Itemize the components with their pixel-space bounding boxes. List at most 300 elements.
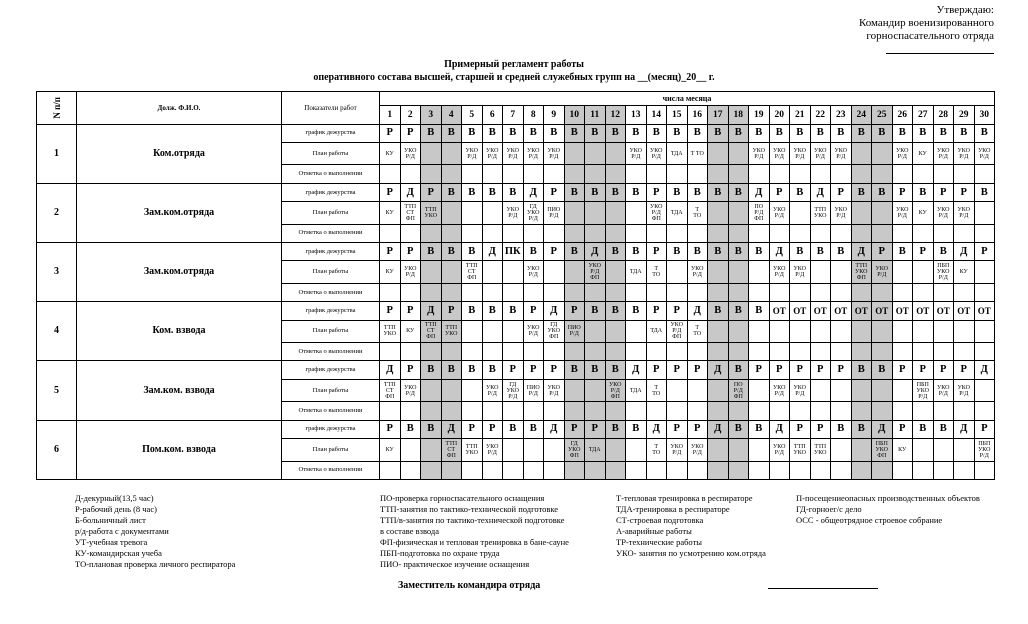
done-cell <box>380 461 401 480</box>
duty-cell: Р <box>810 420 831 438</box>
plan-cell: УКО Р/Д <box>790 261 811 283</box>
approval-line-2: Командир военизированного <box>858 17 994 29</box>
duty-cell: Р <box>687 420 708 438</box>
plan-cell: УКО Р/Д <box>687 439 708 461</box>
plan-cell: УКО Р/Д <box>503 143 524 165</box>
schedule-row-6-duty <box>37 420 995 438</box>
plan-cell: УКО Р/Д ФП <box>646 202 667 224</box>
legend-item: Б-больничный лист <box>75 515 146 525</box>
duty-cell: В <box>749 302 770 320</box>
plan-cell <box>933 320 954 342</box>
plan-cell <box>872 379 893 401</box>
duty-cell: Д <box>954 243 975 261</box>
duty-cell: Р <box>667 302 688 320</box>
done-cell <box>810 402 831 420</box>
done-cell <box>749 461 770 480</box>
duty-cell: В <box>749 243 770 261</box>
day-number: 18 <box>728 106 749 124</box>
duty-cell: Р <box>749 361 770 379</box>
done-cell <box>769 461 790 480</box>
plan-cell <box>421 379 442 401</box>
row-label-duty: график дежурства <box>282 124 380 142</box>
done-cell <box>892 343 913 361</box>
done-cell <box>810 461 831 480</box>
done-cell <box>687 165 708 183</box>
plan-cell <box>462 379 483 401</box>
duty-cell: В <box>626 243 647 261</box>
plan-cell <box>708 143 729 165</box>
duty-cell: В <box>421 420 442 438</box>
row-label-duty: график дежурства <box>282 361 380 379</box>
plan-cell <box>728 439 749 461</box>
done-cell <box>749 283 770 301</box>
done-cell <box>687 224 708 242</box>
duty-cell: Р <box>667 361 688 379</box>
row-position: Зам.ком.отряда <box>77 183 282 242</box>
done-cell <box>687 343 708 361</box>
plan-cell <box>749 320 770 342</box>
plan-cell <box>872 320 893 342</box>
plan-cell <box>974 202 995 224</box>
duty-cell: Д <box>851 243 872 261</box>
duty-cell: Д <box>872 420 893 438</box>
legend-item: ПО-проверка горноспасательного оснащения <box>380 493 545 503</box>
duty-cell: Р <box>933 183 954 201</box>
duty-cell: Р <box>954 361 975 379</box>
duty-cell: В <box>441 243 462 261</box>
plan-cell: ПО Р/Д ФП <box>749 202 770 224</box>
plan-cell <box>462 202 483 224</box>
done-cell <box>831 283 852 301</box>
done-cell <box>749 343 770 361</box>
legend-column-4 <box>796 493 980 526</box>
plan-cell: Т ТО <box>687 202 708 224</box>
duty-cell: Р <box>913 361 934 379</box>
day-number: 19 <box>749 106 770 124</box>
legend-item: ПИО- практическое изучение оснащения <box>380 559 530 569</box>
duty-cell: В <box>585 361 606 379</box>
done-cell <box>728 461 749 480</box>
row-label-duty: график дежурства <box>282 183 380 201</box>
legend-item: ПБП-подготовка по охране труда <box>380 548 500 558</box>
done-cell <box>872 402 893 420</box>
done-cell <box>380 165 401 183</box>
duty-cell: Д <box>954 420 975 438</box>
duty-cell: Р <box>482 420 503 438</box>
duty-cell: В <box>810 124 831 142</box>
duty-cell: В <box>605 183 626 201</box>
done-cell <box>851 165 872 183</box>
duty-cell: В <box>667 243 688 261</box>
duty-cell: Р <box>954 183 975 201</box>
plan-cell <box>400 439 421 461</box>
done-cell <box>503 224 524 242</box>
duty-cell: В <box>708 302 729 320</box>
duty-cell: В <box>441 361 462 379</box>
plan-cell <box>687 379 708 401</box>
duty-cell: В <box>810 243 831 261</box>
schedule-row-4-duty <box>37 302 995 320</box>
legend-item: р/д-работа с документами <box>75 526 169 536</box>
duty-cell: Д <box>810 183 831 201</box>
plan-cell: УКО Р/Д <box>974 143 995 165</box>
done-cell <box>954 461 975 480</box>
done-cell <box>441 283 462 301</box>
plan-cell <box>564 261 585 283</box>
plan-cell: Т ТО <box>646 439 667 461</box>
schedule-row-2-duty <box>37 183 995 201</box>
done-cell <box>974 402 995 420</box>
approval-line-3: горноспасательного отряда <box>866 30 994 42</box>
done-cell <box>585 283 606 301</box>
done-cell <box>974 461 995 480</box>
plan-cell <box>605 143 626 165</box>
plan-cell: УКО Р/Д <box>646 143 667 165</box>
done-cell <box>790 224 811 242</box>
approval-signature-line <box>886 53 994 54</box>
day-number: 30 <box>974 106 995 124</box>
plan-cell: УКО Р/Д <box>954 143 975 165</box>
day-number: 20 <box>769 106 790 124</box>
plan-cell: УКО Р/Д <box>687 261 708 283</box>
plan-cell: УКО Р/Д <box>523 143 544 165</box>
row-label-done: Отметка о выполнении <box>282 165 380 183</box>
plan-cell: УКО Р/Д <box>831 143 852 165</box>
duty-cell: В <box>462 243 483 261</box>
done-cell <box>913 343 934 361</box>
done-cell <box>605 343 626 361</box>
done-cell <box>872 461 893 480</box>
done-cell <box>913 224 934 242</box>
duty-cell: В <box>503 302 524 320</box>
legend-item: в составе взвода <box>380 526 440 536</box>
done-cell <box>667 283 688 301</box>
done-cell <box>769 283 790 301</box>
plan-cell: УКО Р/Д <box>523 320 544 342</box>
plan-cell <box>728 320 749 342</box>
duty-cell: В <box>503 420 524 438</box>
plan-cell: КУ <box>380 202 401 224</box>
plan-cell: ТДА <box>626 379 647 401</box>
plan-cell <box>523 439 544 461</box>
row-label-plan: План работы <box>282 320 380 342</box>
plan-cell <box>851 439 872 461</box>
duty-cell: ОТ <box>913 302 934 320</box>
plan-cell: ГД УКО Р/Д <box>503 379 524 401</box>
plan-cell: ТТП УКО <box>441 320 462 342</box>
duty-cell: Р <box>769 183 790 201</box>
duty-cell: В <box>687 243 708 261</box>
duty-cell: Р <box>646 302 667 320</box>
done-cell <box>851 283 872 301</box>
plan-cell <box>851 143 872 165</box>
done-cell <box>728 402 749 420</box>
plan-cell <box>790 320 811 342</box>
duty-cell: ОТ <box>790 302 811 320</box>
title-line-2: оперативного состава высшей, старшей и средней служебных групп на __(месяц)_20__ г. <box>313 72 715 83</box>
done-cell <box>851 224 872 242</box>
duty-cell: В <box>667 124 688 142</box>
duty-cell: Р <box>585 420 606 438</box>
duty-cell: Р <box>400 243 421 261</box>
plan-cell: УКО Р/Д <box>769 261 790 283</box>
day-number: 11 <box>585 106 606 124</box>
day-number: 13 <box>626 106 647 124</box>
day-number: 22 <box>810 106 831 124</box>
done-cell <box>667 402 688 420</box>
plan-cell <box>708 261 729 283</box>
plan-cell: УКО Р/Д <box>892 143 913 165</box>
plan-cell: ПИО Р/Д <box>544 202 565 224</box>
done-cell <box>482 343 503 361</box>
done-cell <box>482 165 503 183</box>
plan-cell <box>810 320 831 342</box>
plan-cell: УКО Р/Д <box>872 261 893 283</box>
plan-cell: Т ТО <box>687 320 708 342</box>
schedule-row-1-duty <box>37 124 995 142</box>
deputy-signature-line <box>768 588 878 589</box>
done-cell <box>585 402 606 420</box>
row-position: Зам.ком.отряда <box>77 243 282 302</box>
plan-cell <box>708 202 729 224</box>
done-cell <box>544 165 565 183</box>
duty-cell: В <box>872 124 893 142</box>
plan-cell: УКО Р/Д <box>482 143 503 165</box>
done-cell <box>974 165 995 183</box>
plan-cell: ТТП СТ ФП <box>421 320 442 342</box>
done-cell <box>790 283 811 301</box>
done-cell <box>728 343 749 361</box>
done-cell <box>441 402 462 420</box>
done-cell <box>831 461 852 480</box>
plan-cell: КУ <box>380 439 401 461</box>
duty-cell: Д <box>646 420 667 438</box>
done-cell <box>605 224 626 242</box>
plan-cell: УКО Р/Д <box>769 202 790 224</box>
duty-cell: В <box>441 124 462 142</box>
plan-cell <box>913 261 934 283</box>
plan-cell <box>892 261 913 283</box>
duty-cell: Д <box>441 420 462 438</box>
done-cell <box>933 224 954 242</box>
plan-cell: УКО Р/Д <box>523 261 544 283</box>
day-number: 9 <box>544 106 565 124</box>
duty-cell: В <box>626 302 647 320</box>
row-label-duty: график дежурства <box>282 302 380 320</box>
duty-cell: В <box>728 361 749 379</box>
duty-cell: Р <box>544 243 565 261</box>
duty-cell: Д <box>482 243 503 261</box>
done-cell <box>503 402 524 420</box>
day-number: 4 <box>441 106 462 124</box>
done-cell <box>913 165 934 183</box>
plan-cell <box>441 143 462 165</box>
duty-cell: В <box>564 243 585 261</box>
duty-cell: В <box>462 124 483 142</box>
done-cell <box>441 461 462 480</box>
done-cell <box>728 165 749 183</box>
done-cell <box>400 283 421 301</box>
duty-cell: В <box>769 124 790 142</box>
plan-cell: ТДА <box>667 202 688 224</box>
plan-cell <box>728 143 749 165</box>
row-label-done: Отметка о выполнении <box>282 402 380 420</box>
done-cell <box>933 461 954 480</box>
plan-cell <box>421 439 442 461</box>
duty-cell: Д <box>380 361 401 379</box>
legend-item: СТ-строевая подготовка <box>616 515 704 525</box>
done-cell <box>667 343 688 361</box>
done-cell <box>954 165 975 183</box>
duty-cell: Д <box>749 183 770 201</box>
day-number: 12 <box>605 106 626 124</box>
duty-cell: В <box>544 124 565 142</box>
duty-cell: В <box>667 183 688 201</box>
done-cell <box>626 165 647 183</box>
duty-cell: В <box>482 302 503 320</box>
done-cell <box>749 224 770 242</box>
plan-cell <box>913 320 934 342</box>
duty-cell: Р <box>831 183 852 201</box>
plan-cell: ТТП УКО <box>380 320 401 342</box>
done-cell <box>687 461 708 480</box>
done-cell <box>605 402 626 420</box>
plan-cell: ТТП УКО <box>810 439 831 461</box>
duty-cell: В <box>851 420 872 438</box>
done-cell <box>810 343 831 361</box>
header-month-days: числа месяца <box>380 92 995 106</box>
duty-cell: Д <box>544 302 565 320</box>
done-cell <box>380 224 401 242</box>
done-cell <box>564 343 585 361</box>
duty-cell: В <box>913 420 934 438</box>
schedule-table <box>36 91 995 480</box>
done-cell <box>892 461 913 480</box>
plan-cell <box>749 439 770 461</box>
duty-cell: Р <box>831 361 852 379</box>
done-cell <box>564 402 585 420</box>
duty-cell: В <box>728 124 749 142</box>
done-cell <box>790 402 811 420</box>
schedule-row-5-duty <box>37 361 995 379</box>
plan-cell: ТТП УКО ФП <box>851 261 872 283</box>
duty-cell: В <box>421 243 442 261</box>
plan-cell <box>462 320 483 342</box>
done-cell <box>503 343 524 361</box>
done-cell <box>974 283 995 301</box>
duty-cell: В <box>790 124 811 142</box>
done-cell <box>544 402 565 420</box>
done-cell <box>892 402 913 420</box>
plan-cell <box>605 320 626 342</box>
duty-cell: В <box>564 124 585 142</box>
legend-column-3 <box>616 493 766 559</box>
duty-cell: Р <box>400 302 421 320</box>
duty-cell: В <box>646 124 667 142</box>
legend-item: ТО-плановая проверка личного респиратора <box>75 559 236 569</box>
plan-cell: КУ <box>400 320 421 342</box>
duty-cell: Р <box>646 183 667 201</box>
duty-cell: Д <box>421 302 442 320</box>
plan-cell <box>831 261 852 283</box>
plan-cell: УКО Р/Д <box>769 439 790 461</box>
plan-cell <box>626 202 647 224</box>
duty-cell: Д <box>544 420 565 438</box>
duty-cell: Р <box>380 420 401 438</box>
duty-cell: В <box>462 183 483 201</box>
duty-cell: В <box>954 124 975 142</box>
duty-cell: В <box>605 361 626 379</box>
plan-cell: КУ <box>380 143 401 165</box>
done-cell <box>851 402 872 420</box>
done-cell <box>687 402 708 420</box>
plan-cell <box>851 320 872 342</box>
duty-cell: Д <box>974 361 995 379</box>
duty-cell: В <box>790 183 811 201</box>
done-cell <box>462 343 483 361</box>
done-cell <box>708 343 729 361</box>
plan-cell <box>585 320 606 342</box>
done-cell <box>380 402 401 420</box>
duty-cell: Р <box>790 420 811 438</box>
day-number: 14 <box>646 106 667 124</box>
done-cell <box>831 224 852 242</box>
header-position: Долж. Ф.И.О. <box>77 92 282 125</box>
done-cell <box>626 283 647 301</box>
plan-cell: УКО Р/Д <box>667 439 688 461</box>
plan-cell <box>564 202 585 224</box>
legend-item: Р-рабочий день (8 час) <box>75 504 157 514</box>
done-cell <box>585 165 606 183</box>
plan-cell: УКО Р/Д <box>892 202 913 224</box>
duty-cell: Р <box>523 361 544 379</box>
plan-cell: УКО Р/Д <box>544 143 565 165</box>
plan-cell: КУ <box>913 143 934 165</box>
duty-cell: В <box>913 183 934 201</box>
row-label-duty: график дежурства <box>282 420 380 438</box>
done-cell <box>564 224 585 242</box>
plan-cell <box>605 439 626 461</box>
done-cell <box>646 224 667 242</box>
done-cell <box>441 343 462 361</box>
plan-cell: Т ТО <box>646 379 667 401</box>
duty-cell: В <box>831 243 852 261</box>
duty-cell: Р <box>421 183 442 201</box>
plan-cell <box>810 379 831 401</box>
plan-cell <box>851 379 872 401</box>
plan-cell <box>564 143 585 165</box>
day-number: 27 <box>913 106 934 124</box>
done-cell <box>462 461 483 480</box>
duty-cell: Р <box>564 420 585 438</box>
done-cell <box>790 165 811 183</box>
done-cell <box>790 461 811 480</box>
done-cell <box>954 283 975 301</box>
duty-cell: ПК <box>503 243 524 261</box>
legend-item: ГД-горноег/с дело <box>796 504 862 514</box>
plan-cell: ГД УКО Р/Д <box>523 202 544 224</box>
done-cell <box>605 283 626 301</box>
plan-cell: ПИО Р/Д <box>523 379 544 401</box>
plan-cell: УКО Р/Д <box>544 379 565 401</box>
done-cell <box>523 283 544 301</box>
plan-cell <box>872 202 893 224</box>
plan-cell: ТДА <box>626 261 647 283</box>
plan-cell <box>892 320 913 342</box>
plan-cell <box>749 261 770 283</box>
duty-cell: В <box>585 302 606 320</box>
done-cell <box>974 224 995 242</box>
